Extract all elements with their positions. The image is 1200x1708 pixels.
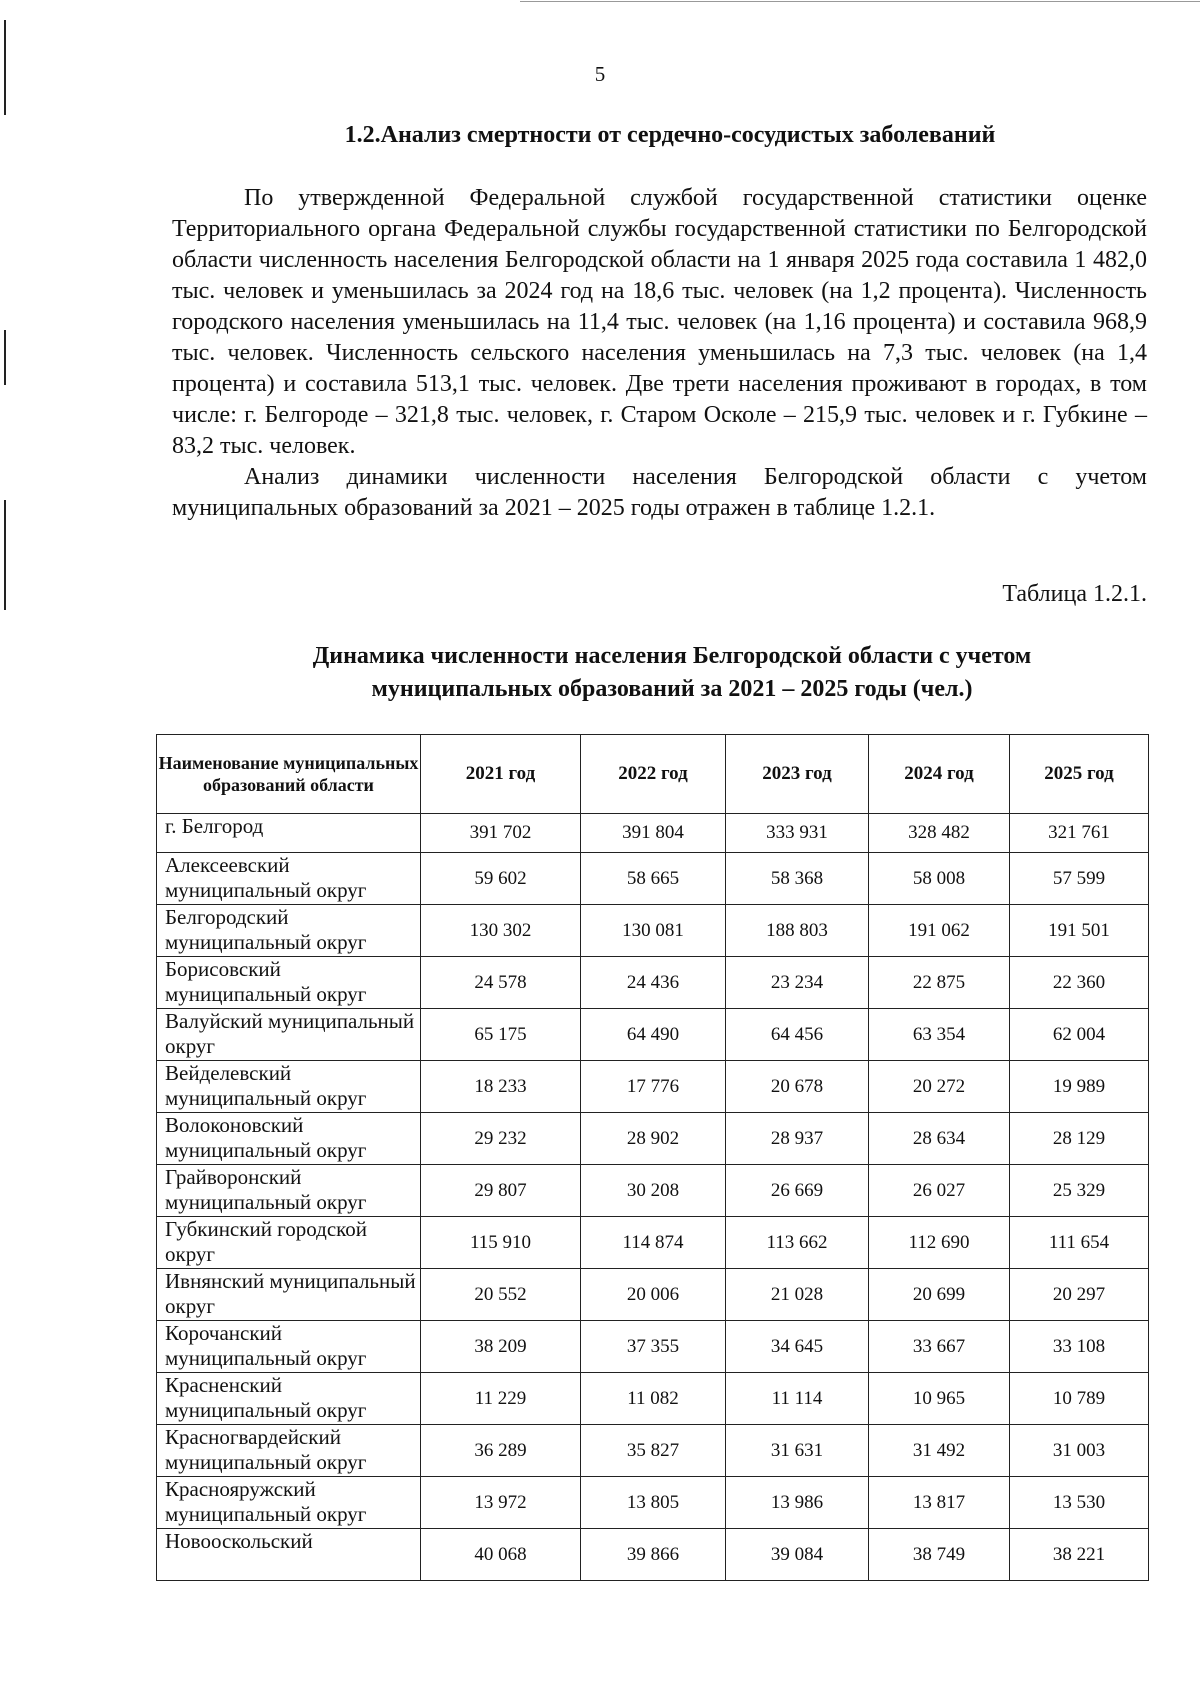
population-value-cell: 28 902 xyxy=(581,1113,726,1165)
municipality-name-cell: Белгородский муниципальный округ xyxy=(157,905,421,957)
population-value-cell: 20 552 xyxy=(421,1269,581,1321)
population-value-cell: 37 355 xyxy=(581,1321,726,1373)
population-value-cell: 111 654 xyxy=(1010,1217,1149,1269)
population-value-cell: 22 360 xyxy=(1010,957,1149,1009)
table-row xyxy=(157,1529,1149,1581)
population-value-cell: 57 599 xyxy=(1010,853,1149,905)
municipality-name-cell: Красногвардейский муниципальный округ xyxy=(157,1425,421,1477)
table-row xyxy=(157,1217,1149,1269)
table-caption: Таблица 1.2.1. xyxy=(1002,581,1147,607)
table-title xyxy=(172,640,1172,706)
municipality-name-cell: Алексеевский муниципальный округ xyxy=(157,853,421,905)
population-value-cell: 21 028 xyxy=(726,1269,869,1321)
population-value-cell: 20 272 xyxy=(869,1061,1010,1113)
column-header: Наименование муниципальных образований области xyxy=(157,735,421,814)
column-header: 2021 год xyxy=(421,735,581,814)
population-table xyxy=(156,734,1149,1581)
population-value-cell: 39 084 xyxy=(726,1529,869,1581)
municipality-name-cell: г. Белгород xyxy=(157,814,421,853)
population-value-cell: 114 874 xyxy=(581,1217,726,1269)
population-value-cell: 20 297 xyxy=(1010,1269,1149,1321)
municipality-name-cell: Валуйский муниципальный округ xyxy=(157,1009,421,1061)
population-value-cell: 28 129 xyxy=(1010,1113,1149,1165)
population-value-cell: 20 006 xyxy=(581,1269,726,1321)
population-value-cell: 35 827 xyxy=(581,1425,726,1477)
population-value-cell: 63 354 xyxy=(869,1009,1010,1061)
table-row xyxy=(157,1165,1149,1217)
population-value-cell: 11 082 xyxy=(581,1373,726,1425)
population-value-cell: 20 678 xyxy=(726,1061,869,1113)
population-value-cell: 11 229 xyxy=(421,1373,581,1425)
population-value-cell: 13 805 xyxy=(581,1477,726,1529)
population-value-cell: 10 789 xyxy=(1010,1373,1149,1425)
municipality-name-cell: Борисовский муниципальный округ xyxy=(157,957,421,1009)
population-value-cell: 24 578 xyxy=(421,957,581,1009)
table-row xyxy=(157,1321,1149,1373)
municipality-name-cell: Грайворонский муниципальный округ xyxy=(157,1165,421,1217)
population-value-cell: 391 702 xyxy=(421,814,581,853)
population-value-cell: 20 699 xyxy=(869,1269,1010,1321)
population-value-cell: 28 937 xyxy=(726,1113,869,1165)
population-value-cell: 62 004 xyxy=(1010,1009,1149,1061)
table-row xyxy=(157,1061,1149,1113)
population-value-cell: 22 875 xyxy=(869,957,1010,1009)
population-value-cell: 28 634 xyxy=(869,1113,1010,1165)
population-value-cell: 328 482 xyxy=(869,814,1010,853)
table-row xyxy=(157,1269,1149,1321)
population-value-cell: 191 501 xyxy=(1010,905,1149,957)
population-value-cell: 39 866 xyxy=(581,1529,726,1581)
table-row xyxy=(157,814,1149,853)
municipality-name-cell: Корочанский муниципальный округ xyxy=(157,1321,421,1373)
population-value-cell: 40 068 xyxy=(421,1529,581,1581)
table-row xyxy=(157,1425,1149,1477)
population-value-cell: 31 003 xyxy=(1010,1425,1149,1477)
population-value-cell: 31 631 xyxy=(726,1425,869,1477)
population-value-cell: 58 008 xyxy=(869,853,1010,905)
population-value-cell: 25 329 xyxy=(1010,1165,1149,1217)
body-text xyxy=(172,183,1147,524)
population-value-cell: 26 027 xyxy=(869,1165,1010,1217)
page-number: 5 xyxy=(594,62,606,86)
population-value-cell: 130 081 xyxy=(581,905,726,957)
column-header: 2023 год xyxy=(726,735,869,814)
population-value-cell: 112 690 xyxy=(869,1217,1010,1269)
population-value-cell: 34 645 xyxy=(726,1321,869,1373)
population-value-cell: 321 761 xyxy=(1010,814,1149,853)
table-title-line: Динамика численности населения Белгородской области с учетом xyxy=(312,643,1032,669)
table-header-row xyxy=(157,735,1149,814)
population-value-cell: 10 965 xyxy=(869,1373,1010,1425)
section-heading: 1.2.Анализ смертности от сердечно-сосудистых заболеваний xyxy=(344,122,996,148)
population-value-cell: 31 492 xyxy=(869,1425,1010,1477)
population-value-cell: 29 232 xyxy=(421,1113,581,1165)
population-value-cell: 24 436 xyxy=(581,957,726,1009)
population-value-cell: 191 062 xyxy=(869,905,1010,957)
municipality-name-cell: Краснояружский муниципальный округ xyxy=(157,1477,421,1529)
column-header: 2025 год xyxy=(1010,735,1149,814)
top-edge-line xyxy=(520,1,1200,2)
population-value-cell: 19 989 xyxy=(1010,1061,1149,1113)
population-value-cell: 38 209 xyxy=(421,1321,581,1373)
population-value-cell: 38 749 xyxy=(869,1529,1010,1581)
table-row xyxy=(157,957,1149,1009)
population-value-cell: 391 804 xyxy=(581,814,726,853)
population-value-cell: 130 302 xyxy=(421,905,581,957)
population-value-cell: 13 986 xyxy=(726,1477,869,1529)
table-row xyxy=(157,1373,1149,1425)
population-value-cell: 18 233 xyxy=(421,1061,581,1113)
population-value-cell: 13 817 xyxy=(869,1477,1010,1529)
population-value-cell: 13 972 xyxy=(421,1477,581,1529)
table-title-line: муниципальных образований за 2021 – 2025 годы (чел.) xyxy=(371,676,973,702)
population-value-cell: 58 665 xyxy=(581,853,726,905)
table-row xyxy=(157,853,1149,905)
left-edge-line xyxy=(4,330,6,385)
column-header: 2024 год xyxy=(869,735,1010,814)
population-value-cell: 38 221 xyxy=(1010,1529,1149,1581)
municipality-name-cell: Губкинский городской округ xyxy=(157,1217,421,1269)
paragraph: По утвержденной Федеральной службой государственной статистики оценке Территориального органа Федеральной службы государственной статистики по Белгородской области численность населения Белгородской области на 1 января 2025 года составила 1 482,0 тыс. человек и уменьшилась за 2024 год на 18,6 тыс. человек (на 1,2 процента). Численность городского населения уменьшилась на 11,4 тыс. человек (на 1,16 процента) и составила 968,9 тыс. человек. Численность сельского населения уменьшилась на 7,3 тыс. человек (на 1,4 процента) и составила 513,1 тыс. человек. Две трети населения проживают в городах, в том числе: г. Белгороде – 321,8 тыс. человек, г. Старом Осколе – 215,9 тыс. человек и г. Губкине – 83,2 тыс. человек. xyxy=(172,185,1147,459)
population-value-cell: 23 234 xyxy=(726,957,869,1009)
population-value-cell: 188 803 xyxy=(726,905,869,957)
population-value-cell: 64 456 xyxy=(726,1009,869,1061)
population-value-cell: 33 667 xyxy=(869,1321,1010,1373)
population-value-cell: 11 114 xyxy=(726,1373,869,1425)
population-value-cell: 17 776 xyxy=(581,1061,726,1113)
population-value-cell: 26 669 xyxy=(726,1165,869,1217)
table-row xyxy=(157,1009,1149,1061)
population-value-cell: 333 931 xyxy=(726,814,869,853)
population-value-cell: 65 175 xyxy=(421,1009,581,1061)
table-row xyxy=(157,1113,1149,1165)
population-value-cell: 115 910 xyxy=(421,1217,581,1269)
population-value-cell: 64 490 xyxy=(581,1009,726,1061)
population-value-cell: 58 368 xyxy=(726,853,869,905)
municipality-name-cell: Ивнянский муниципальный округ xyxy=(157,1269,421,1321)
column-header: 2022 год xyxy=(581,735,726,814)
municipality-name-cell: Волоконовский муниципальный округ xyxy=(157,1113,421,1165)
table-row xyxy=(157,1477,1149,1529)
population-value-cell: 33 108 xyxy=(1010,1321,1149,1373)
population-value-cell: 13 530 xyxy=(1010,1477,1149,1529)
population-value-cell: 29 807 xyxy=(421,1165,581,1217)
left-edge-line xyxy=(4,500,6,610)
population-value-cell: 113 662 xyxy=(726,1217,869,1269)
population-value-cell: 59 602 xyxy=(421,853,581,905)
municipality-name-cell: Красненский муниципальный округ xyxy=(157,1373,421,1425)
municipality-name-cell: Вейделевский муниципальный округ xyxy=(157,1061,421,1113)
population-value-cell: 36 289 xyxy=(421,1425,581,1477)
population-value-cell: 30 208 xyxy=(581,1165,726,1217)
municipality-name-cell: Новооскольский xyxy=(157,1529,421,1581)
paragraph: Анализ динамики численности населения Белгородской области с учетом муниципальных образований за 2021 – 2025 годы отражен в таблице 1.2.1. xyxy=(172,464,1147,521)
table-row xyxy=(157,905,1149,957)
